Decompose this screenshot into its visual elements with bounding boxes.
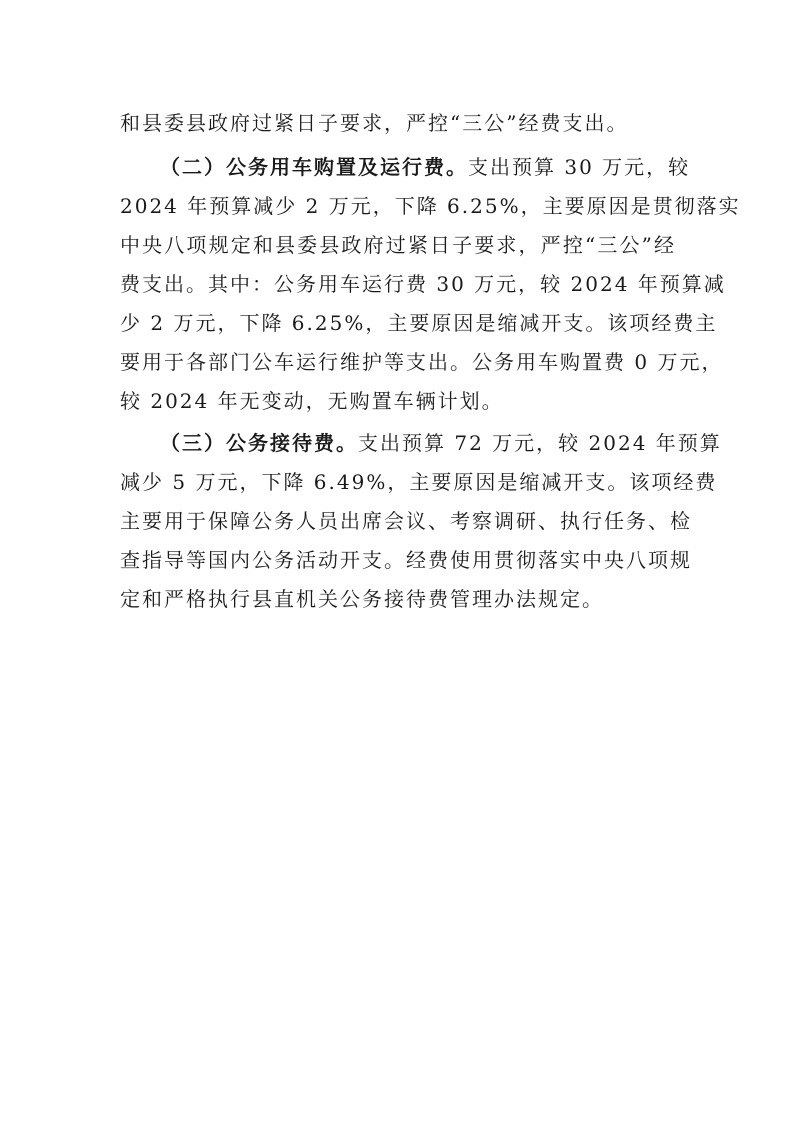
text-line: 查指导等国内公务活动开支。经费使用贯彻落实中央八项规 [120,548,692,572]
text-line: 要用于各部门公车运行维护等支出。公务用车购置费 0 万元， [120,350,724,374]
text-line: 中央八项规定和县委县政府过紧日子要求，严控“三公”经 [120,233,676,257]
heading-line-rest: 支出预算 30 万元，较 [468,155,691,179]
paragraph-continuation [120,104,676,143]
text-line: 和县委县政府过紧日子要求，严控“三公”经费支出。 [120,111,629,135]
text-line: 2024 年预算减少 2 万元，下降 6.25%，主要原因是贯彻落实 [120,194,741,218]
section-heading-reception: （三）公务接待费。 [160,431,358,455]
text-line: 费支出。其中：公务用车运行费 30 万元，较 2024 年预算减 [120,272,726,296]
text-line: 定和严格执行县直机关公务接待费管理办法规定。 [120,587,604,611]
paragraph-vehicle-expenses [120,148,741,421]
paragraph-reception-expenses [120,424,722,619]
text-line: 主要用于保障公务人员出席会议、考察调研、执行任务、检 [120,509,692,533]
text-line: 较 2024 年无变动，无购置车辆计划。 [120,389,504,413]
heading-line-rest: 支出预算 72 万元，较 2024 年预算 [358,431,722,455]
section-heading-vehicle: （二）公务用车购置及运行费。 [160,155,468,179]
text-line: 少 2 万元，下降 6.25%，主要原因是缩减开支。该项经费主 [120,311,718,335]
text-line [120,424,722,463]
text-line [120,148,691,187]
text-line: 减少 5 万元，下降 6.49%，主要原因是缩减开支。该项经费 [120,470,718,494]
